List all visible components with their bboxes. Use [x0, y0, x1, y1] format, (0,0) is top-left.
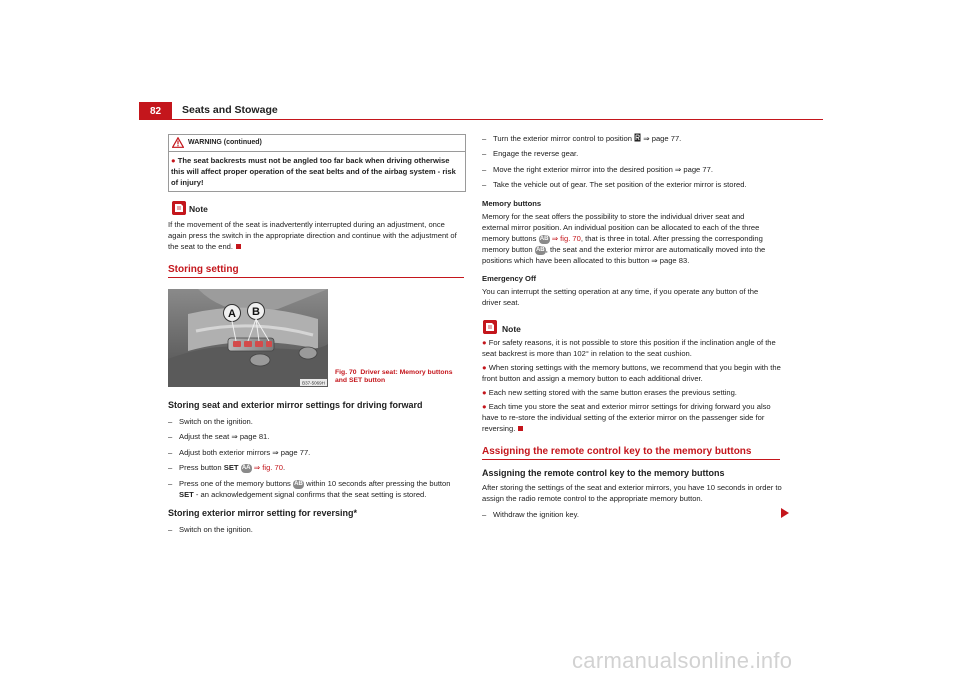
warning-triangle-icon	[172, 137, 184, 148]
step-item: – Move the right exterior mirror into the desired position ⇒ page 77.	[482, 165, 713, 174]
section-rule	[482, 459, 780, 460]
end-marker	[518, 426, 523, 431]
step-item: – Adjust the seat ⇒ page 81.	[168, 432, 270, 441]
button-badge-b: AB	[539, 235, 549, 242]
memory-buttons-text: Memory for the seat offers the possibility to store the individual driver seat and external mirror position. An individual position can be allocated to each of the three memory buttons AB ⇒ fig. 70, that is three in total. After pressing the corresponding memory button AB, the seat and the exterior mirror are automatically moved into the positions which have been allocated to this button ⇒ page 83.	[482, 212, 766, 265]
note-text: If the movement of the seat is inadvertently interrupted during an adjustment, once again press the switch in the appropriate direction and continue with the adjustment of the seat to the end.	[168, 220, 457, 251]
step-continuation: SET - an acknowledgement signal confirms that the seat setting is stored.	[179, 490, 427, 499]
note-bullet: ● When storing settings with the memory buttons, we recommend that you begin with the front button and assign a memory button to each additional driver.	[482, 363, 781, 383]
fig-reference: ⇒ fig. 70	[551, 234, 581, 243]
remote-text: After storing the settings of the seat and exterior mirrors, you have 10 seconds in order to assign the radio remote control to the appropriate memory button.	[482, 483, 782, 503]
button-badge-b: AB	[535, 246, 545, 253]
page-number: 82	[139, 102, 172, 120]
step-item: – Engage the reverse gear.	[482, 149, 579, 158]
step-item: – Switch on the ignition.	[168, 525, 253, 534]
button-badge-b: AB	[294, 480, 303, 487]
warning-title-bar	[169, 135, 465, 152]
figure-label-a: A	[228, 308, 236, 320]
figure-code: B37-5069H	[302, 380, 325, 386]
note-bullet: ● For safety reasons, it is not possible to store this position if the inclination angle of the seat backrest is more than 102° in relation to the seat cushion.	[482, 338, 776, 358]
warning-text: ● The seat backrests must not be angled too far back when driving otherwise this will affect proper operation of the seat belts and of the airbag system - risk of injury!	[171, 156, 456, 187]
figure-caption: Fig. 70 Driver seat: Memory buttons and SET button	[335, 369, 453, 384]
emergency-text: You can interrupt the setting operation at any time, if you operate any button of the driver seat.	[482, 287, 759, 307]
subheading-forward: Storing seat and exterior mirror settings for driving forward	[168, 400, 423, 410]
note-title: Note	[502, 324, 521, 334]
end-marker	[236, 244, 241, 249]
note-title: Note	[189, 204, 208, 214]
step-item: – Take the vehicle out of gear. The set position of the exterior mirror is stored.	[482, 180, 747, 189]
emergency-title: Emergency Off	[482, 274, 537, 283]
section-heading-remote: Assigning the remote control key to the memory buttons	[482, 446, 752, 457]
memory-buttons-title: Memory buttons	[482, 199, 542, 208]
step-item: – Turn the exterior mirror control to position ⇒ page 77.	[482, 134, 682, 143]
step-item: – Switch on the ignition.	[168, 417, 253, 426]
header-rule	[139, 119, 823, 120]
fig-reference: ⇒ fig. 70	[253, 463, 283, 472]
note-icon	[172, 201, 186, 215]
subheading-remote: Assigning the remote control key to the memory buttons	[482, 468, 725, 478]
warning-title: WARNING (continued)	[188, 139, 262, 146]
step-item: – Withdraw the ignition key.	[482, 510, 579, 519]
note-bullet: ● Each new setting stored with the same button erases the previous setting.	[482, 388, 737, 397]
mirror-position-r-icon	[634, 133, 641, 142]
running-header: Seats and Stowage	[182, 104, 278, 116]
section-rule	[168, 277, 464, 278]
step-item: – Press one of the memory buttons AB within 10 seconds after pressing the button	[168, 479, 451, 488]
subheading-reversing: Storing exterior mirror setting for reversing*	[168, 508, 358, 518]
continue-arrow-icon	[780, 507, 790, 519]
note-bullet: ● Each time you store the seat and exterior mirror settings for driving forward you also have to re-store the individual setting of the exterior mirror on the passenger side for reversing.	[482, 402, 771, 433]
step-item: – Adjust both exterior mirrors ⇒ page 77.	[168, 448, 311, 457]
button-badge-a: AA	[241, 464, 251, 471]
figure-label-b: B	[252, 306, 260, 318]
warning-box	[168, 134, 466, 192]
step-item: – Press button SET AA ⇒ fig. 70.	[168, 463, 286, 472]
note-icon	[483, 320, 497, 334]
seat-memory-illustration	[168, 289, 328, 387]
seat-memory-figure	[168, 289, 328, 387]
section-heading-storing-setting: Storing setting	[168, 264, 239, 275]
watermark: carmanualsonline.info	[572, 648, 793, 673]
